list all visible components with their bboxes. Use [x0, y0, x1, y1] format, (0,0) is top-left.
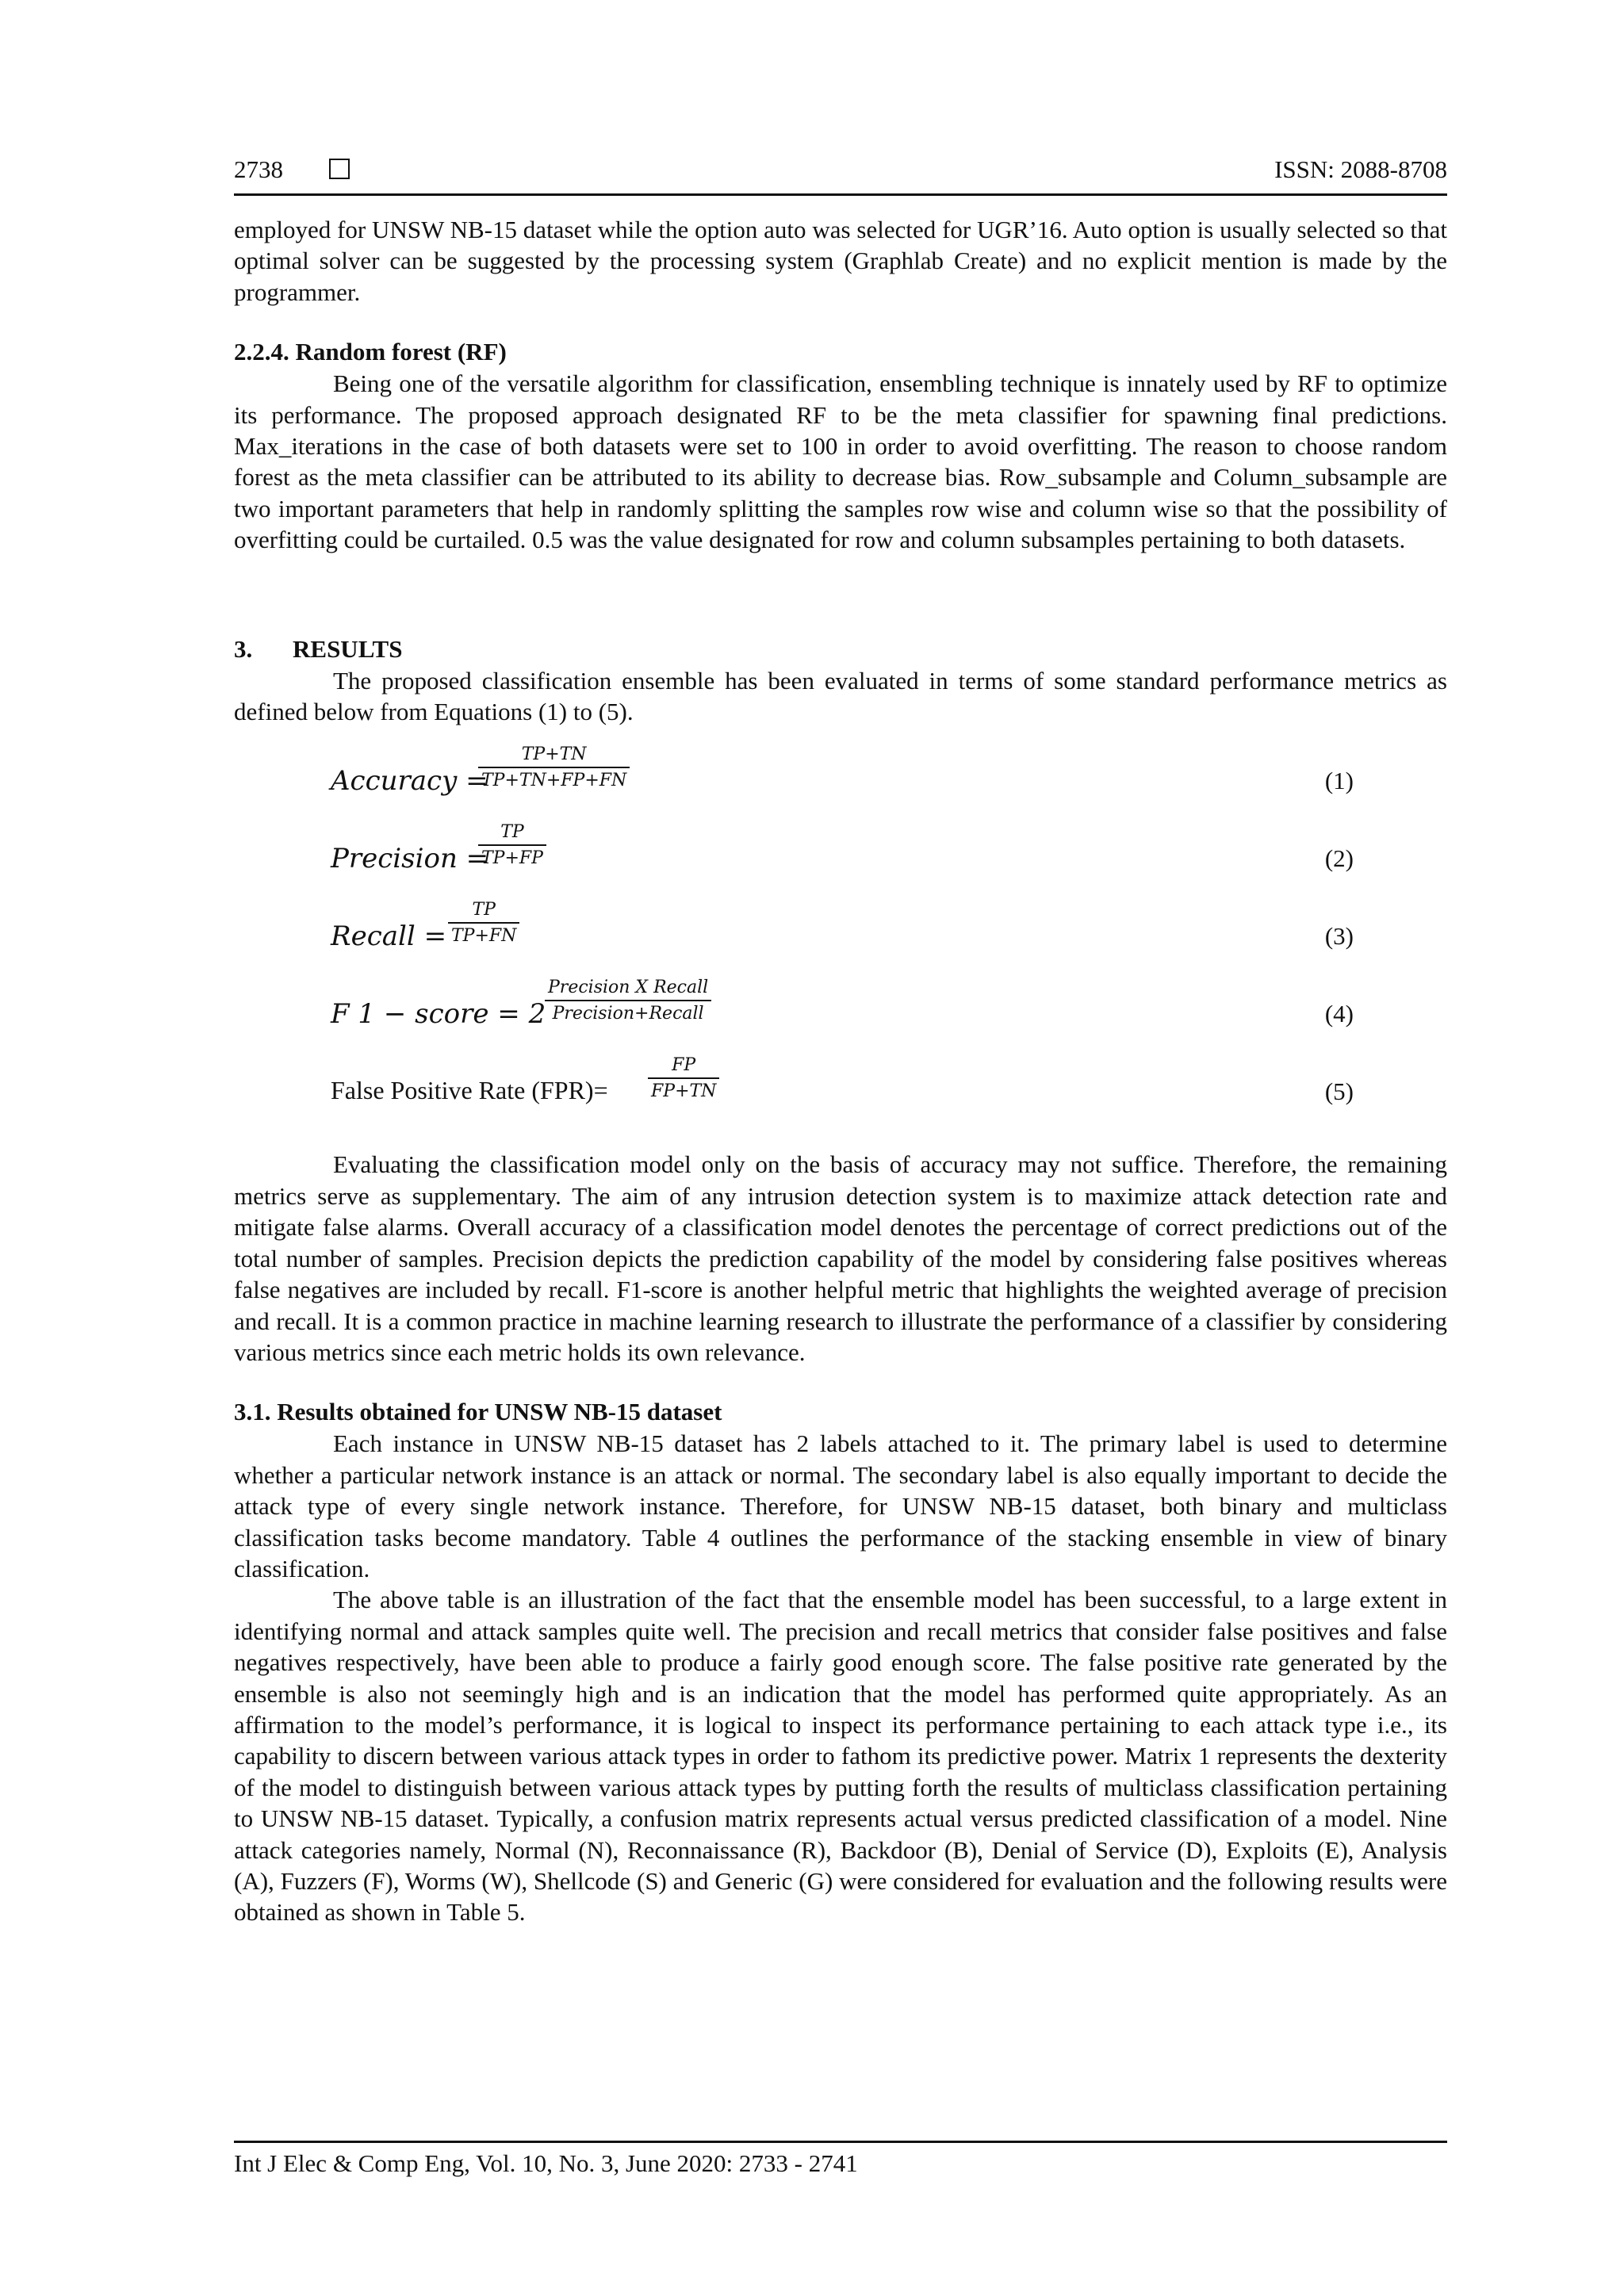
- header-rule: [234, 193, 1447, 196]
- equation-fraction: [545, 978, 711, 1024]
- section-3-1-title: 3.1. Results obtained for UNSW NB-15 dataset: [234, 1398, 722, 1426]
- evaluation-paragraph: Evaluating the classification model only on the basis of accuracy may not suffice. Therefore, the remaining metrics serve as supplementary. The aim of any intrusion detection system is to maximize attack detection rate and mitigate false alarms. Overall accuracy of a classification model denotes the percentage of correct predictions out of the total number of samples. Precision depicts the prediction capability of the model by considering false positives whereas false negatives are included by recall. F1-score is another helpful metric that highlights the weighted average of precision and recall. It is a common practice in machine learning research to illustrate the performance of a classifier by considering various metrics since each metric holds its own relevance.: [234, 1150, 1447, 1366]
- equation-denominator: TP+FP: [481, 848, 543, 869]
- equation-numerator: TP+TN: [478, 744, 630, 768]
- equation-accuracy: [331, 744, 1354, 822]
- issn-label: ISSN: 2088-8708: [1274, 155, 1447, 183]
- section-3-heading-text: RESULTS: [293, 634, 403, 663]
- equation-fpr: [331, 1055, 1354, 1133]
- equation-lhs: Precision =: [331, 843, 489, 875]
- equation-fraction: [448, 900, 519, 946]
- page-footer: [234, 2141, 1447, 2178]
- section-3-number: 3.: [234, 634, 253, 663]
- equation-numerator: TP: [478, 822, 546, 846]
- equation-denominator: TP+TN+FP+FN: [481, 771, 627, 791]
- equation-f1-score: [331, 978, 1354, 1055]
- section-2-2-4-title: 2.2.4. Random forest (RF): [234, 338, 507, 366]
- section-3-1-paragraph-1: Each instance in UNSW NB-15 dataset has 2 labels attached to it. The primary label is used to determine whether a particular network instance is an attack or normal. The secondary label is also equally important to decide the attack type of every single network instance. Therefore, for UNSW NB-15 dataset, both binary and multiclass classification tasks become mandatory. Table 4 outlines the performance of the stacking ensemble in view of binary classification.: [234, 1429, 1447, 1582]
- intro-paragraph: employed for UNSW NB-15 dataset while the option auto was selected for UGR’16. Auto option is usually selected so that optimal solver can be suggested by the processing system (Graphlab Create) and no explicit mention is made by the programmer.: [234, 216, 1447, 306]
- equation-denominator: TP+FN: [451, 926, 517, 947]
- equation-precision: [331, 822, 1354, 900]
- equation-number: (2): [1324, 844, 1354, 873]
- section-3-paragraph: The proposed classification ensemble has been evaluated in terms of some standard performance metrics as defined below from Equations (1) to (5).: [234, 666, 1447, 726]
- equation-numerator: TP: [448, 900, 519, 924]
- page-number: 2738: [234, 155, 283, 183]
- equation-number: (3): [1324, 922, 1354, 951]
- footer-rule: [234, 2141, 1447, 2143]
- section-3-1-paragraph-2: The above table is an illustration of the fact that the ensemble model has been successful, to a large extent in identifying normal and attack samples quite well. The precision and recall metrics that consider false positives and false negatives respectively, have been able to produce a fairly good enough score. The false positive rate generated by the ensemble is also not seemingly high and is an indication that the model has performed quite appropriately. As an affirmation to the model’s performance, it is logical to inspect its performance pertaining to each attack type i.e., its capability to discern between various attack types in order to fathom its predictive power. Matrix 1 represents the dexterity of the model to distinguish between various attack types by putting forth the results of multiclass classification pertaining to UNSW NB-15 dataset. Typically, a confusion matrix represents actual versus predicted classification of a model. Nine attack categories namely, Normal (N), Reconnaissance (R), Backdoor (B), Denial of Service (D), Exploits (E), Analysis (A), Fuzzers (F), Worms (W), Shellcode (S) and Generic (G) were considered for evaluation and the following results were obtained as shown in Table 5.: [234, 1586, 1447, 1927]
- equation-numerator: Precision X Recall: [545, 978, 711, 1001]
- page-header: [234, 152, 1447, 192]
- equation-number: (4): [1324, 1000, 1354, 1028]
- equation-lhs: False Positive Rate (FPR)=: [331, 1076, 608, 1105]
- equation-denominator: Precision+Recall: [552, 1004, 704, 1024]
- equation-lhs: Accuracy =: [331, 765, 488, 798]
- equation-fraction: [478, 744, 630, 790]
- equation-lhs: Recall =: [331, 920, 447, 953]
- equations-block: [331, 744, 1354, 1133]
- equation-fraction: [648, 1055, 719, 1101]
- footer-citation: Int J Elec & Comp Eng, Vol. 10, No. 3, June 2020: 2733 - 2741: [234, 2149, 858, 2177]
- page-body: [234, 214, 1447, 1928]
- equation-fraction: [478, 822, 546, 868]
- square-bullet-icon: [329, 159, 350, 179]
- section-2-2-4-paragraph: Being one of the versatile algorithm for classification, ensembling technique is innately used by RF to optimize its performance. The proposed approach designated RF to be the meta classifier for spawning final predictions. Max_iterations in the case of both datasets were set to 100 in order to avoid overfitting. The reason to choose random forest as the meta classifier can be attributed to its ability to decrease bias. Row_subsample and Column_subsample are two important parameters that help in randomly splitting the samples row wise and column wise so that the possibility of overfitting could be curtailed. 0.5 was the value designated for row and column subsamples pertaining to both datasets.: [234, 369, 1447, 554]
- equation-number: (5): [1324, 1077, 1354, 1106]
- equation-number: (1): [1324, 767, 1354, 795]
- equation-recall: [331, 900, 1354, 978]
- equation-numerator: FP: [648, 1055, 719, 1079]
- equation-lhs: F 1 − score = 2: [331, 998, 546, 1031]
- equation-denominator: FP+TN: [651, 1081, 717, 1102]
- section-3-title: [234, 633, 1447, 665]
- paper-page: [234, 0, 1447, 2296]
